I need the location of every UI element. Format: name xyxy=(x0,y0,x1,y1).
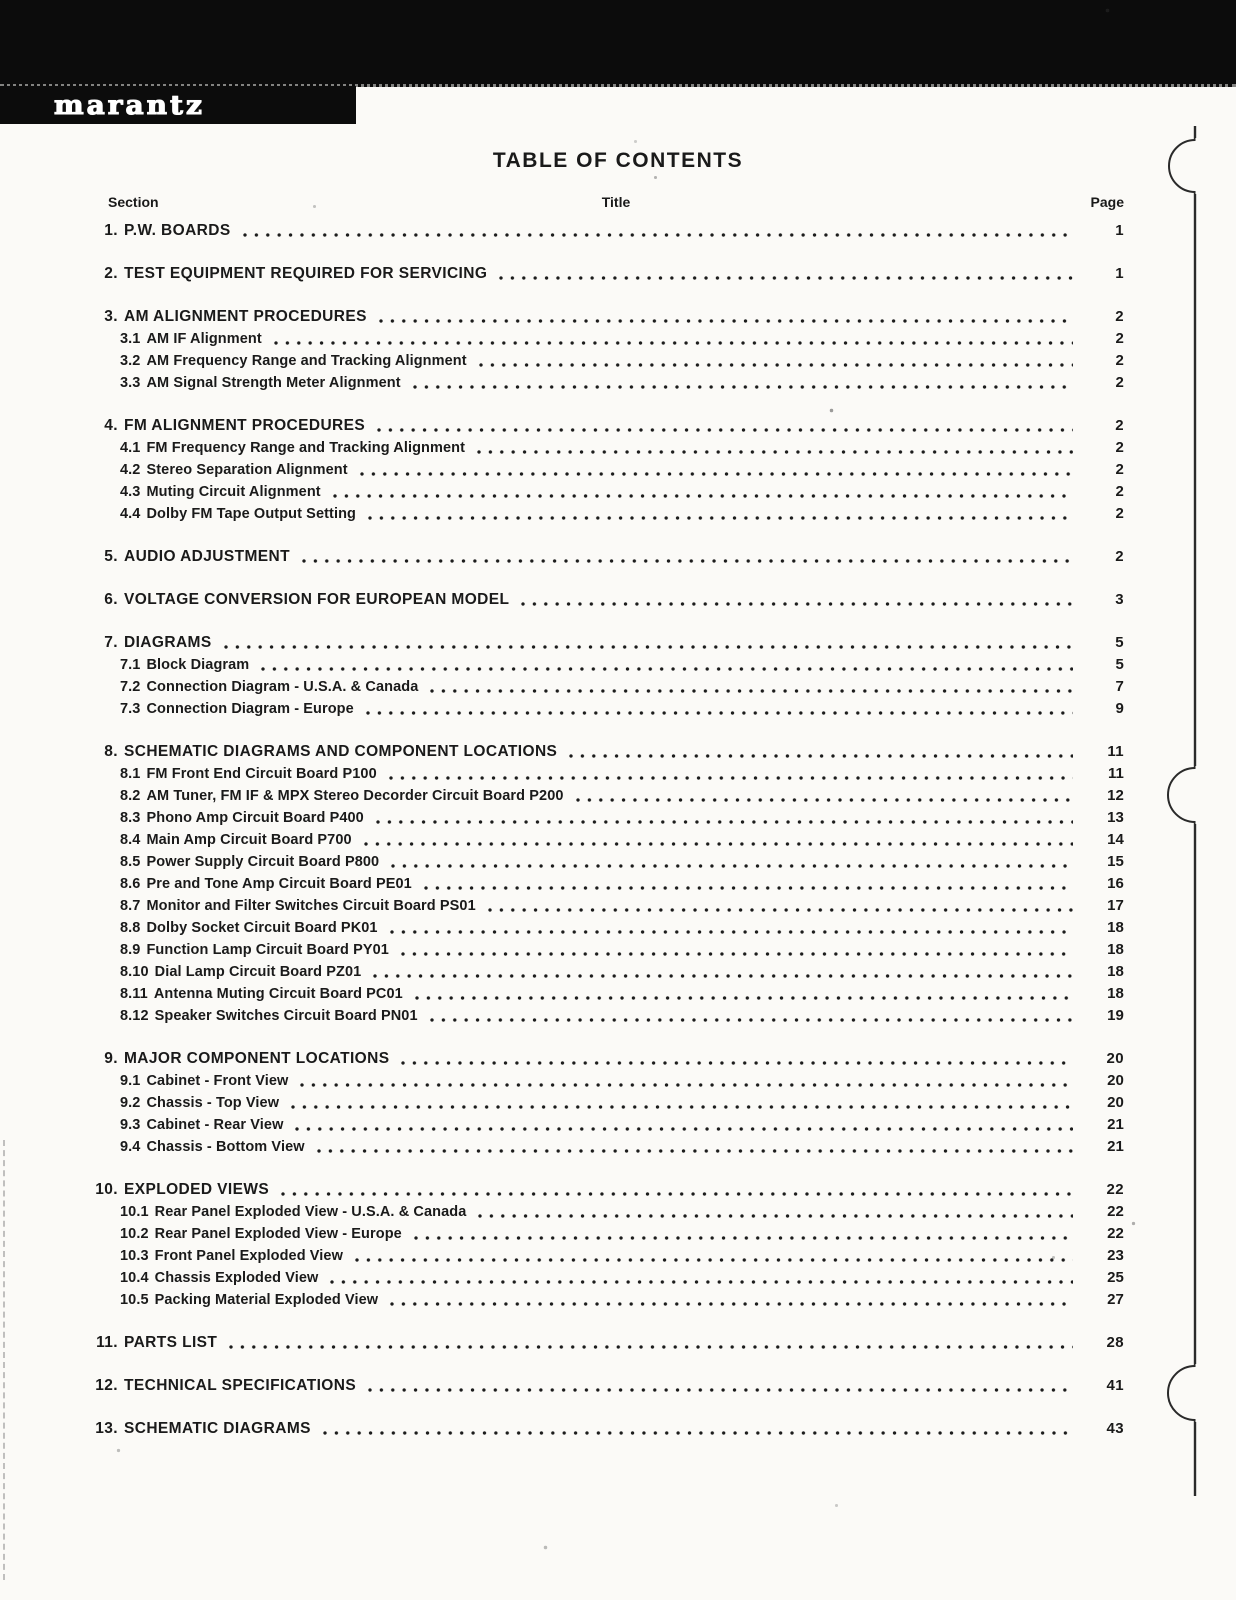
toc-entry-page: 5 xyxy=(1115,634,1124,651)
dot-leader xyxy=(391,864,1073,868)
toc-entry-title: Antenna Muting Circuit Board PC01 xyxy=(153,986,403,1002)
toc-entry-page: 17 xyxy=(1107,897,1124,914)
toc-entry-number: 9.1 xyxy=(120,1073,141,1089)
dot-leader xyxy=(323,1431,1073,1435)
toc-entry-title: Stereo Separation Alignment xyxy=(146,462,348,478)
toc-entry-page: 2 xyxy=(1115,505,1124,522)
toc-entry-number: 10.1 xyxy=(120,1204,149,1220)
toc-entry-title: PARTS LIST xyxy=(124,1334,218,1351)
toc-entry-number: 7. xyxy=(104,634,118,651)
toc-entry-page: 11 xyxy=(1107,765,1124,782)
toc-entry-page: 7 xyxy=(1115,678,1124,695)
dot-leader xyxy=(479,363,1073,367)
toc-row xyxy=(0,1418,1124,1440)
toc-entry-title: Monitor and Filter Switches Circuit Board PS01 xyxy=(146,898,476,914)
toc-entry-page: 43 xyxy=(1106,1420,1124,1437)
dot-leader xyxy=(488,908,1073,912)
toc-entry-title: AM Frequency Range and Tracking Alignment xyxy=(146,353,467,369)
dot-leader xyxy=(229,1345,1073,1349)
dot-leader xyxy=(424,886,1073,890)
toc-entry-number: 13. xyxy=(95,1420,118,1437)
dot-leader xyxy=(274,341,1073,345)
toc-entry-page: 20 xyxy=(1106,1050,1124,1067)
dot-leader xyxy=(521,602,1073,606)
toc-entry-title: TEST EQUIPMENT REQUIRED FOR SERVICING xyxy=(124,265,488,282)
toc-entry-page: 21 xyxy=(1107,1138,1124,1155)
toc-entry-number: 1. xyxy=(104,222,118,239)
toc-entry-number: 4.3 xyxy=(120,484,141,500)
dot-leader xyxy=(330,1280,1073,1284)
toc-entry-title: Dolby Socket Circuit Board PK01 xyxy=(146,920,378,936)
toc-row xyxy=(0,654,1124,676)
toc-entry-page: 1 xyxy=(1115,222,1124,239)
dot-leader xyxy=(390,930,1073,934)
toc-entry-number: 2. xyxy=(104,265,118,282)
toc-row xyxy=(0,873,1124,895)
page-title: TABLE OF CONTENTS xyxy=(492,149,744,172)
dot-leader xyxy=(478,1214,1073,1218)
toc-entry-page: 23 xyxy=(1107,1247,1124,1264)
toc-entry-title: Chassis - Top View xyxy=(146,1095,280,1111)
toc-row xyxy=(0,1136,1124,1158)
dot-leader xyxy=(430,1018,1073,1022)
toc-entry-title: Block Diagram xyxy=(146,657,250,673)
dot-leader xyxy=(224,645,1073,649)
toc-entry-page: 11 xyxy=(1107,743,1124,760)
toc-row xyxy=(0,503,1124,525)
toc-row xyxy=(0,1179,1124,1201)
scan-binding-marks xyxy=(1116,0,1236,1600)
toc-entry-number: 4.1 xyxy=(120,440,141,456)
toc-entry-title: Phono Amp Circuit Board P400 xyxy=(146,810,364,826)
toc-entry-title: Muting Circuit Alignment xyxy=(146,484,321,500)
toc-row xyxy=(0,459,1124,481)
toc-row xyxy=(0,481,1124,503)
toc-entry-number: 10.3 xyxy=(120,1248,149,1264)
column-header-title: Title xyxy=(601,194,631,210)
dot-leader xyxy=(390,1302,1073,1306)
dot-leader xyxy=(261,667,1073,671)
toc-row xyxy=(0,372,1124,394)
toc-row xyxy=(0,741,1124,763)
toc-entry-page: 9 xyxy=(1115,700,1124,717)
toc-entry-page: 18 xyxy=(1107,941,1124,958)
toc-entry-number: 10.2 xyxy=(120,1226,149,1242)
toc-entry-title: AM Tuner, FM IF & MPX Stereo Decorder Circuit Board P200 xyxy=(146,788,564,804)
toc-row xyxy=(0,895,1124,917)
toc-row xyxy=(0,1332,1124,1354)
toc-entry-page: 22 xyxy=(1107,1203,1124,1220)
toc-entry-number: 10. xyxy=(95,1181,118,1198)
toc-entry-title: Function Lamp Circuit Board PY01 xyxy=(146,942,389,958)
toc-list xyxy=(0,220,1236,1440)
scan-noise-specks xyxy=(0,0,1,1)
toc-row xyxy=(0,1070,1124,1092)
toc-entry-page: 28 xyxy=(1106,1334,1124,1351)
column-header-page: Page xyxy=(1090,194,1124,210)
toc-row xyxy=(0,1048,1124,1070)
toc-entry-page: 2 xyxy=(1115,417,1124,434)
toc-entry-title: Packing Material Exploded View xyxy=(154,1292,379,1308)
toc-row xyxy=(0,350,1124,372)
dot-leader xyxy=(569,754,1073,758)
toc-entry-page: 20 xyxy=(1107,1072,1124,1089)
toc-row xyxy=(0,437,1124,459)
toc-entry-number: 8.5 xyxy=(120,854,141,870)
toc-entry-number: 9.3 xyxy=(120,1117,141,1133)
toc-entry-number: 8.12 xyxy=(120,1008,149,1024)
toc-entry-page: 3 xyxy=(1115,591,1124,608)
toc-entry-page: 2 xyxy=(1115,483,1124,500)
dot-leader xyxy=(355,1258,1073,1262)
toc-entry-number: 8.7 xyxy=(120,898,141,914)
toc-entry-page: 13 xyxy=(1107,809,1124,826)
toc-entry-title: AM ALIGNMENT PROCEDURES xyxy=(124,308,367,325)
marantz-logo xyxy=(0,86,356,124)
toc-entry-title: Front Panel Exploded View xyxy=(154,1248,343,1264)
toc-entry-title: Connection Diagram - U.S.A. & Canada xyxy=(146,679,419,695)
toc-entry-number: 7.3 xyxy=(120,701,141,717)
toc-row xyxy=(0,917,1124,939)
toc-entry-page: 2 xyxy=(1115,308,1124,325)
toc-entry-page: 21 xyxy=(1107,1116,1124,1133)
dot-leader xyxy=(376,820,1073,824)
dot-leader xyxy=(401,952,1073,956)
toc-entry-page: 18 xyxy=(1107,985,1124,1002)
dot-leader xyxy=(291,1105,1073,1109)
toc-entry-page: 15 xyxy=(1107,853,1124,870)
toc-entry-title: Cabinet - Rear View xyxy=(146,1117,284,1133)
toc-entry-number: 9. xyxy=(104,1050,118,1067)
toc-entry-title: AM Signal Strength Meter Alignment xyxy=(146,375,401,391)
toc-entry-title: Cabinet - Front View xyxy=(146,1073,289,1089)
toc-entry-number: 3.3 xyxy=(120,375,141,391)
toc-entry-title: Dial Lamp Circuit Board PZ01 xyxy=(154,964,362,980)
dot-leader xyxy=(576,798,1073,802)
dot-leader xyxy=(360,472,1073,476)
toc-entry-number: 12. xyxy=(95,1377,118,1394)
dot-leader xyxy=(281,1192,1073,1196)
toc-entry-page: 18 xyxy=(1107,963,1124,980)
toc-entry-page: 14 xyxy=(1107,831,1124,848)
dot-leader xyxy=(401,1061,1073,1065)
toc-row xyxy=(0,1201,1124,1223)
toc-entry-number: 7.1 xyxy=(120,657,141,673)
toc-entry-page: 2 xyxy=(1115,374,1124,391)
toc-entry-page: 27 xyxy=(1107,1291,1124,1308)
toc-row xyxy=(0,676,1124,698)
toc-entry-number: 8.10 xyxy=(120,964,149,980)
toc-entry-title: Pre and Tone Amp Circuit Board PE01 xyxy=(146,876,412,892)
dot-leader xyxy=(477,450,1073,454)
toc-row xyxy=(0,306,1124,328)
toc-entry-title: FM Front End Circuit Board P100 xyxy=(146,766,377,782)
toc-entry-title: Main Amp Circuit Board P700 xyxy=(146,832,352,848)
toc-entry-number: 10.4 xyxy=(120,1270,149,1286)
toc-entry-number: 7.2 xyxy=(120,679,141,695)
toc-entry-number: 4.2 xyxy=(120,462,141,478)
toc-row xyxy=(0,1267,1124,1289)
toc-entry-page: 2 xyxy=(1115,352,1124,369)
toc-entry-number: 4. xyxy=(104,417,118,434)
toc-entry-title: Dolby FM Tape Output Setting xyxy=(146,506,357,522)
toc-entry-title: Chassis - Bottom View xyxy=(146,1139,305,1155)
toc-entry-title: EXPLODED VIEWS xyxy=(124,1181,270,1198)
toc-entry-number: 9.4 xyxy=(120,1139,141,1155)
toc-entry-number: 8.3 xyxy=(120,810,141,826)
toc-entry-number: 8. xyxy=(104,743,118,760)
toc-row xyxy=(0,1092,1124,1114)
dot-leader xyxy=(366,711,1073,715)
toc-entry-number: 8.9 xyxy=(120,942,141,958)
dot-leader xyxy=(302,559,1073,563)
toc-row xyxy=(0,939,1124,961)
toc-row xyxy=(0,220,1124,242)
toc-entry-page: 20 xyxy=(1107,1094,1124,1111)
toc-entry-number: 3.2 xyxy=(120,353,141,369)
toc-row xyxy=(0,785,1124,807)
toc-row xyxy=(0,851,1124,873)
scan-top-band xyxy=(0,0,1236,87)
toc-entry-page: 22 xyxy=(1107,1225,1124,1242)
toc-entry-title: Speaker Switches Circuit Board PN01 xyxy=(154,1008,418,1024)
toc-entry-page: 2 xyxy=(1115,330,1124,347)
toc-row xyxy=(0,983,1124,1005)
toc-entry-title: Power Supply Circuit Board P800 xyxy=(146,854,380,870)
toc-row xyxy=(0,546,1124,568)
toc-row xyxy=(0,1114,1124,1136)
dot-leader xyxy=(333,494,1073,498)
toc-row xyxy=(0,1375,1124,1397)
toc-entry-number: 8.2 xyxy=(120,788,141,804)
toc-entry-title: AUDIO ADJUSTMENT xyxy=(124,548,290,565)
toc-entry-page: 41 xyxy=(1106,1377,1124,1394)
column-header-section: Section xyxy=(108,194,159,210)
toc-entry-page: 22 xyxy=(1106,1181,1124,1198)
toc-row xyxy=(0,763,1124,785)
toc-entry-title: DIAGRAMS xyxy=(124,634,212,651)
dot-leader xyxy=(300,1083,1073,1087)
dot-leader xyxy=(364,842,1073,846)
toc-row xyxy=(0,589,1124,611)
toc-row xyxy=(0,632,1124,654)
toc-entry-number: 8.8 xyxy=(120,920,141,936)
toc-entry-number: 10.5 xyxy=(120,1292,149,1308)
toc-entry-page: 2 xyxy=(1115,461,1124,478)
toc-entry-number: 6. xyxy=(104,591,118,608)
dot-leader xyxy=(368,516,1073,520)
toc-entry-number: 5. xyxy=(104,548,118,565)
marantz-logo-text: marantz xyxy=(54,89,205,121)
toc-entry-number: 8.1 xyxy=(120,766,141,782)
toc-entry-number: 3. xyxy=(104,308,118,325)
toc-entry-title: SCHEMATIC DIAGRAMS xyxy=(124,1420,311,1437)
toc-entry-page: 2 xyxy=(1115,439,1124,456)
toc-entry-page: 18 xyxy=(1107,919,1124,936)
dot-leader xyxy=(373,974,1073,978)
toc-entry-page: 2 xyxy=(1115,548,1124,565)
toc-entry-number: 8.6 xyxy=(120,876,141,892)
toc-row xyxy=(0,1245,1124,1267)
dot-leader xyxy=(317,1149,1073,1153)
toc-entry-title: Chassis Exploded View xyxy=(154,1270,319,1286)
toc-row xyxy=(0,807,1124,829)
toc-entry-title: FM Frequency Range and Tracking Alignment xyxy=(146,440,466,456)
toc-entry-page: 12 xyxy=(1107,787,1124,804)
dot-leader xyxy=(368,1388,1073,1392)
toc-entry-number: 3.1 xyxy=(120,331,141,347)
toc-entry-title: TECHNICAL SPECIFICATIONS xyxy=(124,1377,357,1394)
toc-entry-title: MAJOR COMPONENT LOCATIONS xyxy=(124,1050,390,1067)
toc-row xyxy=(0,1005,1124,1027)
toc-entry-number: 8.4 xyxy=(120,832,141,848)
toc-row xyxy=(0,829,1124,851)
toc-row xyxy=(0,415,1124,437)
scan-left-edge-artifact xyxy=(3,1140,5,1580)
toc-entry-title: Rear Panel Exploded View - Europe xyxy=(154,1226,402,1242)
dot-leader xyxy=(499,276,1073,280)
dot-leader xyxy=(389,776,1073,780)
toc-entry-number: 8.11 xyxy=(120,986,148,1002)
toc-entry-title: P.W. BOARDS xyxy=(124,222,231,239)
dot-leader xyxy=(379,319,1073,323)
toc-row xyxy=(0,328,1124,350)
toc-entry-title: SCHEMATIC DIAGRAMS AND COMPONENT LOCATIONS xyxy=(124,743,558,760)
toc-row xyxy=(0,961,1124,983)
dot-leader xyxy=(414,1236,1073,1240)
dot-leader xyxy=(415,996,1073,1000)
dot-leader xyxy=(295,1127,1073,1131)
dot-leader xyxy=(430,689,1073,693)
toc-entry-number: 11. xyxy=(96,1334,118,1351)
dot-leader xyxy=(243,233,1073,237)
toc-entry-title: VOLTAGE CONVERSION FOR EUROPEAN MODEL xyxy=(124,591,510,608)
toc-row xyxy=(0,1223,1124,1245)
toc-row xyxy=(0,698,1124,720)
toc-entry-page: 16 xyxy=(1107,875,1124,892)
toc-row xyxy=(0,1289,1124,1311)
toc-entry-title: AM IF Alignment xyxy=(146,331,262,347)
toc-entry-title: FM ALIGNMENT PROCEDURES xyxy=(124,417,366,434)
toc-entry-page: 1 xyxy=(1115,265,1124,282)
toc-row xyxy=(0,263,1124,285)
toc-entry-title: Rear Panel Exploded View - U.S.A. & Canada xyxy=(154,1204,467,1220)
dot-leader xyxy=(377,428,1073,432)
toc-entry-title: Connection Diagram - Europe xyxy=(146,701,354,717)
toc-entry-page: 19 xyxy=(1107,1007,1124,1024)
toc-entry-number: 9.2 xyxy=(120,1095,141,1111)
column-headers xyxy=(0,194,1236,212)
dot-leader xyxy=(413,385,1073,389)
toc-entry-number: 4.4 xyxy=(120,506,141,522)
toc-entry-page: 25 xyxy=(1107,1269,1124,1286)
toc-entry-page: 5 xyxy=(1115,656,1124,673)
